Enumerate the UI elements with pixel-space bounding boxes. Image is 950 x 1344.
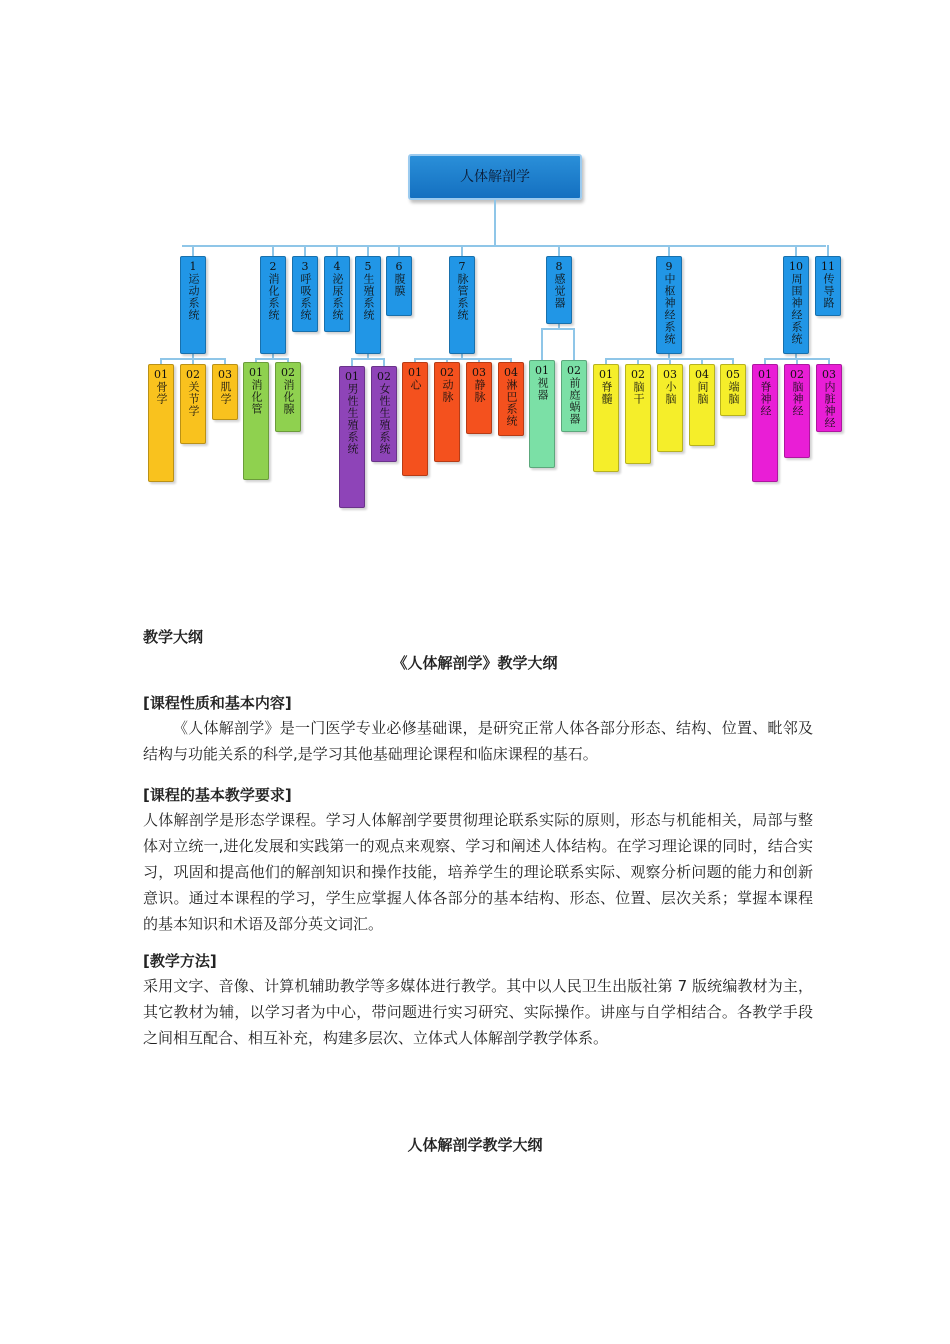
heading-methods: [教学方法] (143, 952, 217, 970)
system-node-5-number: 5 (364, 260, 372, 273)
system-node-8-number: 8 (555, 260, 563, 273)
subsystem-node-15-number: 02 (631, 368, 645, 381)
subsystem-node-8-number: 01 (408, 366, 422, 379)
system-node-3-number: 3 (301, 260, 309, 273)
system-node-4-number: 4 (333, 260, 341, 273)
section-nature (143, 692, 813, 767)
subsystem-node-16-label: 小脑 (664, 381, 677, 405)
subsystem-node-12 (529, 360, 555, 468)
subsystem-node-18-label: 端脑 (727, 381, 740, 405)
subsystem-node-3 (212, 364, 238, 420)
section-requirements (143, 784, 813, 937)
system-node-10-label: 周围神经系统 (790, 273, 803, 345)
system-node-11-number: 11 (821, 260, 835, 273)
section-label: 教学大纲 (143, 628, 204, 646)
subsystem-node-1-number: 01 (154, 368, 168, 381)
document-title: 《人体解剖学》教学大纲 (392, 654, 558, 672)
subsystem-node-15 (625, 364, 651, 464)
system-node-1 (180, 256, 206, 354)
subsystem-node-14-label: 脊髓 (600, 381, 613, 405)
group-bus-7 (541, 328, 575, 330)
anatomy-org-chart (0, 0, 950, 560)
paragraph-nature: 《人体解剖学》是一门医学专业必修基础课，是研究正常人体各部分形态、结构、位置、毗邻及结构与功能关系的科学,是学习其他基础理论课程和临床课程的基石。 (143, 719, 813, 763)
level1-drop-6 (398, 245, 400, 256)
subsystem-node-19-number: 01 (758, 368, 772, 381)
system-node-7 (449, 256, 475, 354)
subsystem-node-16-number: 03 (663, 368, 677, 381)
system-node-4 (324, 256, 350, 332)
system-node-2-number: 2 (269, 260, 277, 273)
system-node-6-label: 腹膜 (393, 273, 406, 297)
subsystem-node-11-number: 04 (504, 366, 518, 379)
group-bus-6 (414, 358, 512, 360)
subsystem-node-3-number: 03 (218, 368, 232, 381)
subsystem-node-21 (816, 364, 842, 432)
subsystem-node-10-label: 静脉 (473, 379, 486, 403)
system-node-11-label: 传导路 (822, 273, 835, 309)
heading-requirements: [课程的基本教学要求] (143, 786, 292, 804)
footer-title: 人体解剖学教学大纲 (407, 1136, 543, 1154)
subsystem-node-13-number: 02 (567, 364, 581, 377)
subsystem-node-20-label: 脑神经 (791, 381, 804, 417)
subsystem-node-20-number: 02 (790, 368, 804, 381)
system-node-2 (260, 256, 286, 354)
subsystem-node-2-label: 关节学 (187, 381, 200, 417)
subsystem-node-17-number: 04 (695, 368, 709, 381)
system-node-4-label: 泌尿系统 (331, 273, 344, 321)
system-node-9-label: 中枢神经系统 (663, 273, 676, 345)
paragraph-methods: 采用文字、音像、计算机辅助教学等多媒体进行教学。其中以人民卫生出版社第 7 版统编教材为主，其它教材为辅，以学习者为中心，带问题进行实习研究、实际操作。讲座与自学相结合。各教学手段之间相互配合、相互补充，构建多层次、立体式人体解剖学教学体系。 (143, 977, 813, 1047)
root-stem (494, 200, 496, 246)
system-node-5 (355, 256, 381, 354)
subsystem-node-5 (275, 362, 301, 432)
subsystem-node-5-label: 消化腺 (282, 379, 295, 415)
group-drop-4-0 (351, 358, 353, 366)
system-node-11 (815, 256, 841, 316)
subsystem-node-2-number: 02 (186, 368, 200, 381)
section-methods (143, 950, 813, 1051)
group-bus-4 (351, 358, 385, 360)
heading-nature: [课程性质和基本内容] (143, 694, 292, 712)
subsystem-node-17-label: 间脑 (696, 381, 709, 405)
subsystem-node-1-label: 骨学 (155, 381, 168, 405)
subsystem-node-15-label: 脑干 (632, 381, 645, 405)
paragraph-requirements: 人体解剖学是形态学课程。学习人体解剖学要贯彻理论联系实际的原则，形态与机能相关，局部与整体对立统一,进化发展和实践第一的观点来观察、学习和阐述人体结构。在学习理论课的同时，结合实习，巩固和提高他们的解剖知识和操作技能，培养学生的理论联系实际、观察分析问题的能力和创新意识。通过本课程的学习，学生应掌握人体各部分的基本结构、形态、位置、层次关系；掌握本课程的基本知识和术语及部分英文词汇。 (143, 811, 813, 933)
system-node-6 (386, 256, 412, 316)
system-node-6-number: 6 (395, 260, 403, 273)
subsystem-node-20 (784, 364, 810, 458)
system-node-1-label: 运动系统 (187, 273, 200, 321)
subsystem-node-7-label: 女性生殖系统 (378, 383, 391, 455)
level1-bus (182, 245, 826, 247)
chart-root-node: 人体解剖学 (408, 154, 582, 200)
subsystem-node-4-number: 01 (249, 366, 263, 379)
system-node-2-label: 消化系统 (267, 273, 280, 321)
subsystem-node-8-label: 心 (409, 379, 422, 391)
level1-drop-4 (336, 245, 338, 256)
system-node-7-label: 脉管系统 (456, 273, 469, 321)
subsystem-node-6 (339, 366, 365, 508)
subsystem-node-18 (720, 364, 746, 416)
subsystem-node-11 (498, 362, 524, 436)
system-node-9-number: 9 (665, 260, 673, 273)
system-node-1-number: 1 (189, 260, 197, 273)
level1-drop-10 (795, 245, 797, 256)
system-node-5-label: 生殖系统 (362, 273, 375, 321)
subsystem-node-7 (371, 366, 397, 462)
subsystem-node-12-label: 视器 (536, 377, 549, 401)
subsystem-node-19 (752, 364, 778, 482)
subsystem-node-6-label: 男性生殖系统 (346, 383, 359, 455)
subsystem-node-6-number: 01 (345, 370, 359, 383)
subsystem-node-16 (657, 364, 683, 452)
level1-drop-1 (192, 245, 194, 256)
group-bus-1 (255, 358, 289, 360)
subsystem-node-1 (148, 364, 174, 482)
system-node-8 (546, 256, 572, 324)
group-drop-4-1 (383, 358, 385, 366)
subsystem-node-7-number: 02 (377, 370, 391, 383)
group-drop-7-0 (541, 328, 543, 360)
level1-drop-5 (367, 245, 369, 256)
system-node-7-number: 7 (458, 260, 466, 273)
system-node-9 (656, 256, 682, 354)
level1-drop-11 (827, 245, 829, 256)
level1-drop-7 (461, 245, 463, 256)
subsystem-node-8 (402, 362, 428, 476)
subsystem-node-9-label: 动脉 (441, 379, 454, 403)
subsystem-node-13 (561, 360, 587, 432)
level1-drop-8 (558, 245, 560, 256)
level1-drop-2 (272, 245, 274, 256)
subsystem-node-14-number: 01 (599, 368, 613, 381)
subsystem-node-18-number: 05 (726, 368, 740, 381)
system-node-10-number: 10 (789, 260, 803, 273)
subsystem-node-11-label: 淋巴系统 (505, 379, 518, 427)
subsystem-node-2 (180, 364, 206, 444)
subsystem-node-21-label: 内脏神经 (823, 381, 836, 429)
group-drop-7-1 (573, 328, 575, 360)
system-node-3-label: 呼吸系统 (299, 273, 312, 321)
subsystem-node-14 (593, 364, 619, 472)
system-node-3 (292, 256, 318, 332)
system-node-8-label: 感觉器 (553, 273, 566, 309)
subsystem-node-13-label: 前庭蜗器 (568, 377, 581, 425)
subsystem-node-19-label: 脊神经 (759, 381, 772, 417)
level1-drop-3 (304, 245, 306, 256)
level1-drop-9 (668, 245, 670, 256)
system-node-10 (783, 256, 809, 354)
subsystem-node-3-label: 肌学 (219, 381, 232, 405)
subsystem-node-5-number: 02 (281, 366, 295, 379)
subsystem-node-4-label: 消化管 (250, 379, 263, 415)
subsystem-node-9 (434, 362, 460, 462)
subsystem-node-12-number: 01 (535, 364, 549, 377)
subsystem-node-21-number: 03 (822, 368, 836, 381)
subsystem-node-9-number: 02 (440, 366, 454, 379)
subsystem-node-10 (466, 362, 492, 434)
subsystem-node-17 (689, 364, 715, 446)
subsystem-node-4 (243, 362, 269, 480)
subsystem-node-10-number: 03 (472, 366, 486, 379)
